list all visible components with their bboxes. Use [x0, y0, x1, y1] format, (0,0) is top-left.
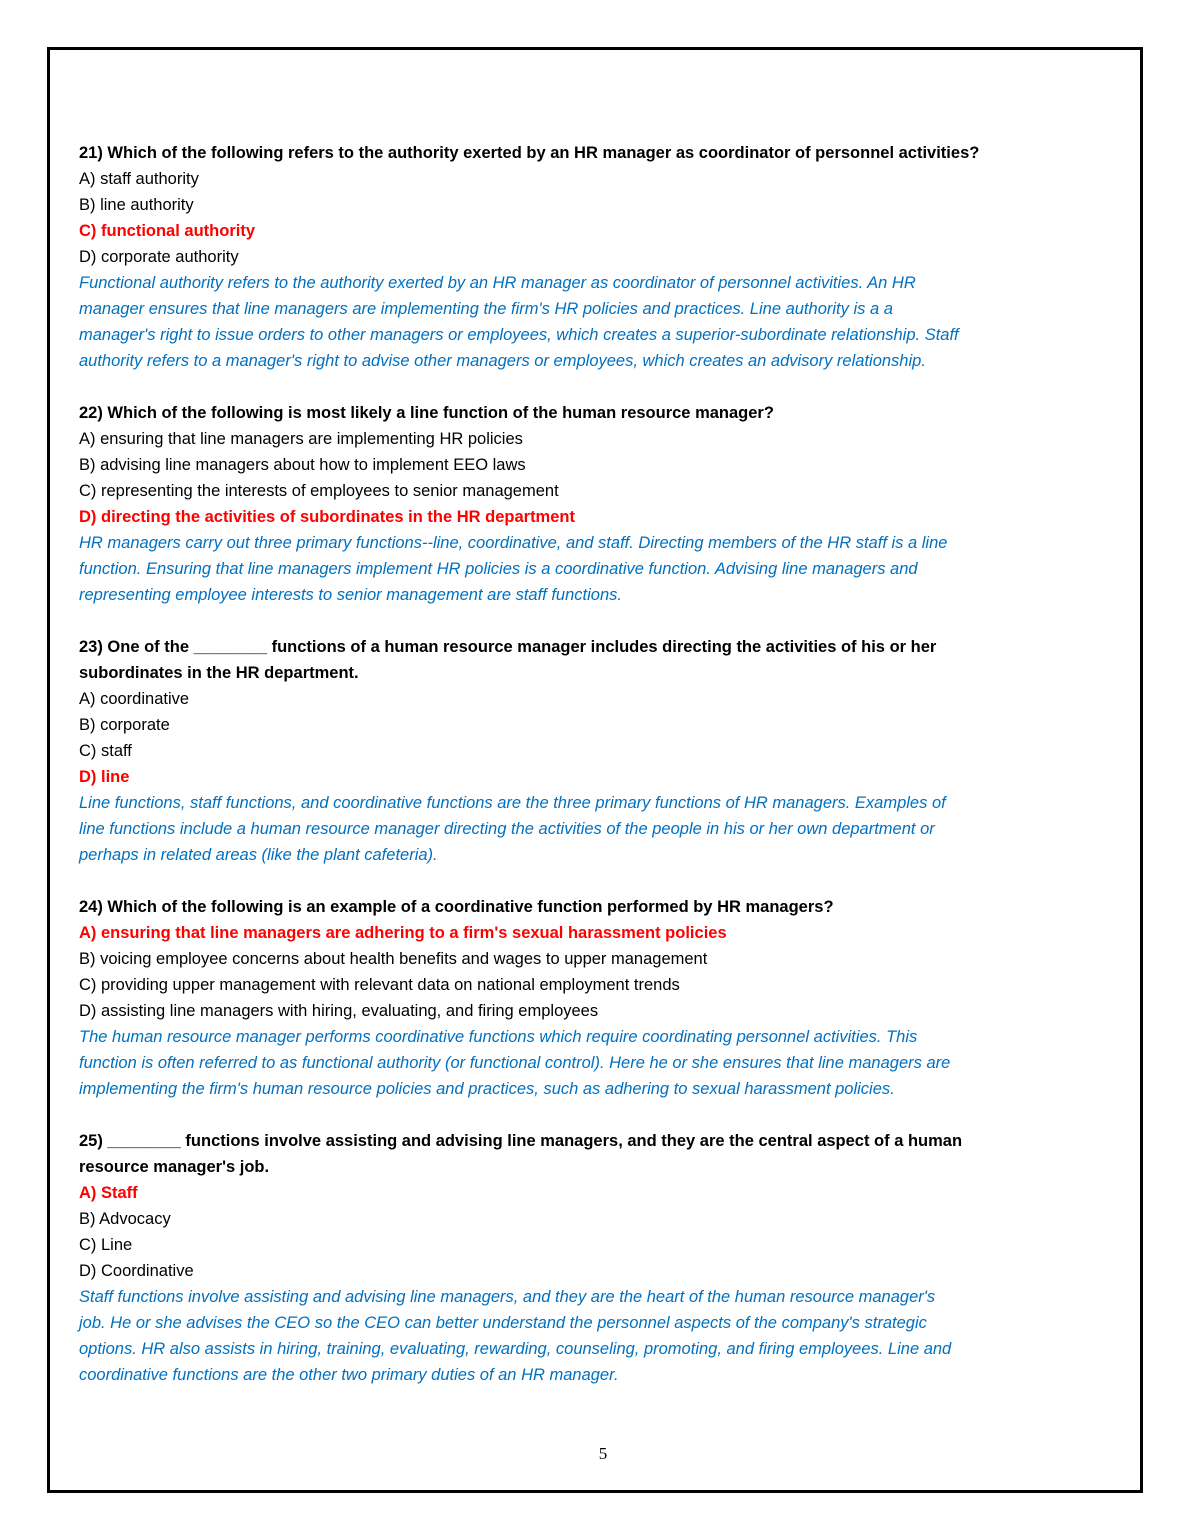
- question-text: subordinates in the HR department.: [79, 664, 359, 682]
- answer-option: B) voicing employee concerns about health benefits and wages to upper management: [79, 950, 708, 968]
- explanation-text: options. HR also assists in hiring, training, evaluating, rewarding, counseling, promoting, and firing employees. Line and: [79, 1340, 952, 1358]
- answer-option: C) representing the interests of employees to senior management: [79, 482, 559, 500]
- question-block: [79, 400, 1159, 608]
- explanation-text: representing employee interests to senior management are staff functions.: [79, 586, 622, 604]
- correct-answer-option: C) functional authority: [79, 222, 255, 240]
- explanation-text: HR managers carry out three primary functions--line, coordinative, and staff. Directing members of the HR staff is a line: [79, 534, 948, 552]
- question-text: resource manager's job.: [79, 1158, 270, 1176]
- answer-option: D) Coordinative: [79, 1262, 194, 1280]
- question-block: [79, 140, 1159, 374]
- page-number: 5: [598, 1444, 608, 1463]
- question-block: [79, 894, 1159, 1102]
- explanation-text: Line functions, staff functions, and coordinative functions are the three primary functions of HR managers. Examples of: [79, 794, 946, 812]
- answer-option: B) Advocacy: [79, 1210, 171, 1228]
- explanation-text: job. He or she advises the CEO so the CEO can better understand the personnel aspects of the company's strategic: [79, 1314, 927, 1332]
- correct-answer-option: D) line: [79, 768, 130, 786]
- answer-option: D) corporate authority: [79, 248, 239, 266]
- explanation-text: manager ensures that line managers are implementing the firm's HR policies and practices. Line authority is a a: [79, 300, 893, 318]
- question-text: 25) ________ functions involve assisting and advising line managers, and they are the central aspect of a human: [79, 1132, 963, 1150]
- answer-option: A) staff authority: [79, 170, 199, 188]
- explanation-text: function. Ensuring that line managers implement HR policies is a coordinative function. Advising line managers and: [79, 560, 918, 578]
- explanation-text: implementing the firm's human resource policies and practices, such as adhering to sexual harassment policies.: [79, 1080, 895, 1098]
- explanation-text: function is often referred to as functional authority (or functional control). Here he or she ensures that line managers are: [79, 1054, 951, 1072]
- answer-option: C) staff: [79, 742, 132, 760]
- answer-option: B) corporate: [79, 716, 170, 734]
- answer-option: C) Line: [79, 1236, 133, 1254]
- answer-option: C) providing upper management with relevant data on national employment trends: [79, 976, 680, 994]
- answer-option: A) coordinative: [79, 690, 190, 708]
- answer-option: B) line authority: [79, 196, 194, 214]
- question-block: [79, 1128, 1159, 1388]
- question-text: 23) One of the ________ functions of a human resource manager includes directing the activities of his or her: [79, 638, 937, 656]
- question-block: [79, 634, 1159, 868]
- question-list: [79, 140, 1159, 1414]
- answer-option: B) advising line managers about how to implement EEO laws: [79, 456, 526, 474]
- explanation-text: Staff functions involve assisting and advising line managers, and they are the heart of the human resource manager's: [79, 1288, 936, 1306]
- question-text: 21) Which of the following refers to the authority exerted by an HR manager as coordinator of personnel activities?: [79, 144, 980, 162]
- question-text: 24) Which of the following is an example of a coordinative function performed by HR managers?: [79, 898, 834, 916]
- correct-answer-option: A) ensuring that line managers are adhering to a firm's sexual harassment policies: [79, 924, 727, 942]
- explanation-text: manager's right to issue orders to other managers or employees, which creates a superior-subordinate relationship. Staff: [79, 326, 959, 344]
- explanation-text: coordinative functions are the other two primary duties of an HR manager.: [79, 1366, 619, 1384]
- explanation-text: authority refers to a manager's right to advise other managers or employees, which creates an advisory relationship.: [79, 352, 926, 370]
- question-text: 22) Which of the following is most likely a line function of the human resource manager?: [79, 404, 774, 422]
- correct-answer-option: D) directing the activities of subordinates in the HR department: [79, 508, 575, 526]
- explanation-text: The human resource manager performs coordinative functions which require coordinating personnel activities. This: [79, 1028, 918, 1046]
- answer-option: A) ensuring that line managers are implementing HR policies: [79, 430, 523, 448]
- explanation-text: perhaps in related areas (like the plant cafeteria).: [79, 846, 438, 864]
- explanation-text: line functions include a human resource manager directing the activities of the people in his or her own department or: [79, 820, 935, 838]
- answer-option: D) assisting line managers with hiring, evaluating, and firing employees: [79, 1002, 599, 1020]
- correct-answer-option: A) Staff: [79, 1184, 138, 1202]
- explanation-text: Functional authority refers to the authority exerted by an HR manager as coordinator of personnel activities. An HR: [79, 274, 916, 292]
